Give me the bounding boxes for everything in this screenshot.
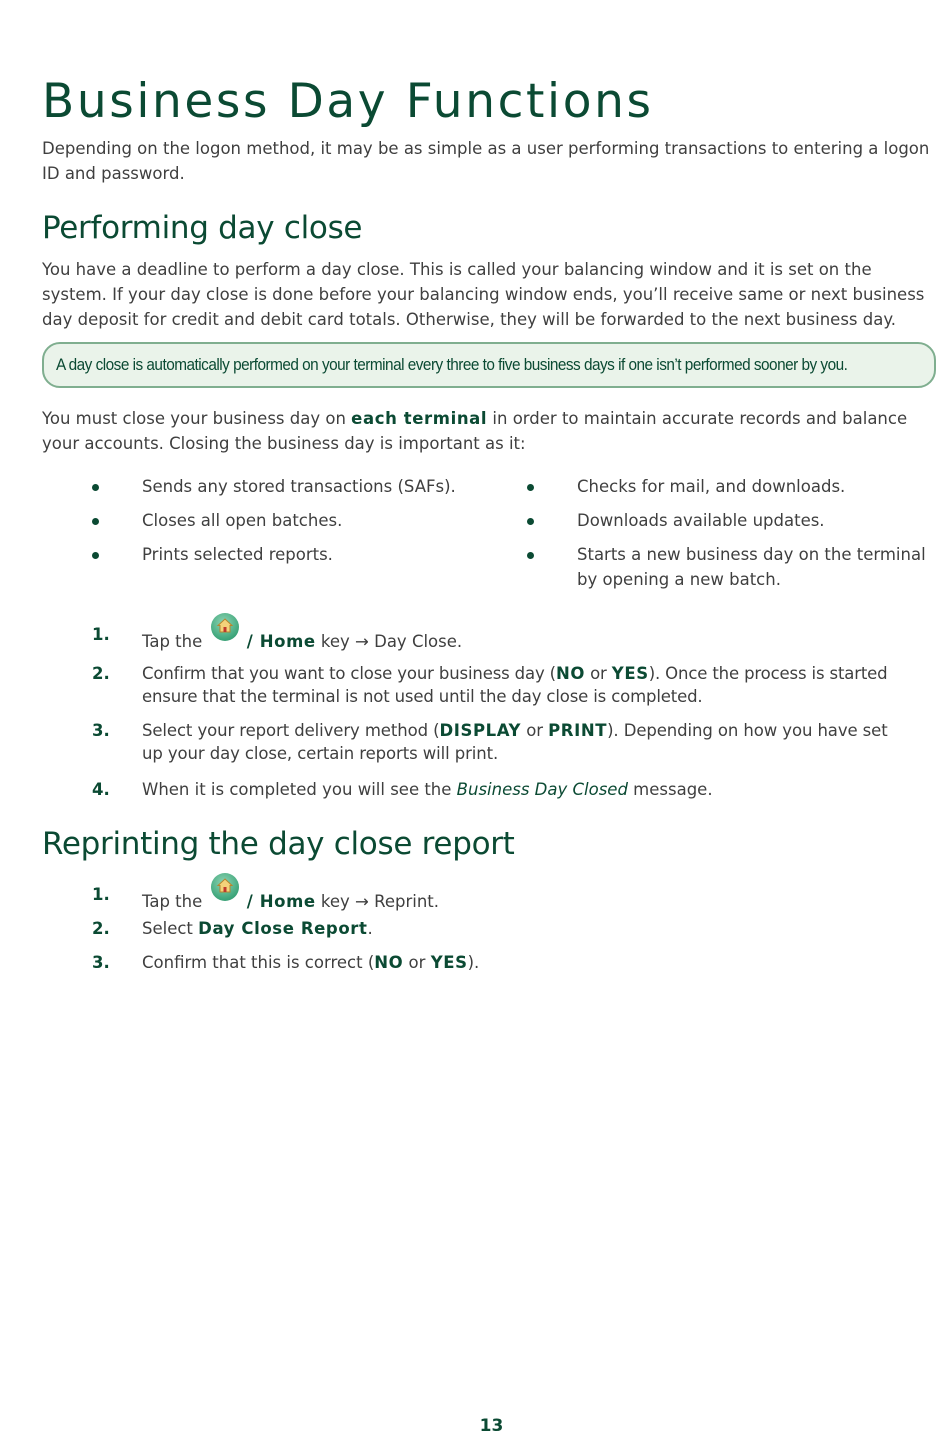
step-text: [142, 917, 373, 940]
home-key-label: / Home: [246, 632, 316, 651]
no-option: NO: [374, 953, 404, 972]
step-text-pre: Select: [142, 919, 199, 938]
must-close-text-2: in order to maintain accurate records and balance your accounts. Closing the business day is important as it:: [42, 409, 908, 453]
bullet-text: Sends any stored transactions (SAFs).: [142, 477, 456, 496]
step-text-post: ).: [467, 953, 480, 972]
or-text: or: [585, 664, 612, 683]
auto-day-close-callout: [42, 342, 936, 388]
step-text-post: key → Reprint.: [315, 892, 440, 911]
no-option: NO: [555, 664, 586, 683]
step-text: [142, 778, 713, 801]
step-text-post: message.: [627, 780, 713, 799]
step-text: [142, 883, 439, 913]
day-close-step-3: [92, 719, 912, 765]
day-close-step-1: [92, 623, 912, 651]
step-number: 2.: [92, 919, 110, 938]
bullet-dot: [527, 484, 534, 491]
bullet-dot: [527, 518, 534, 525]
business-day-closed-message: Business Day Closed: [456, 780, 628, 799]
must-close-text-1: You must close your business day on: [42, 409, 352, 428]
page-number: 13: [479, 1416, 504, 1436]
day-close-step-4: [92, 778, 912, 803]
step-text-post: ). Once the process is started ensure that the terminal is not used until the day close is completed.: [142, 664, 888, 706]
step-text: [142, 662, 912, 708]
day-close-heading: Performing day close: [42, 210, 363, 246]
bullet-item: [527, 542, 937, 592]
step-text-pre: Confirm that this is correct (: [142, 953, 375, 972]
step-text-pre: Confirm that you want to close your business day (: [142, 664, 556, 683]
bullet-dot: [92, 484, 99, 491]
callout-text: A day close is automatically performed on your terminal every three to five business days if one isn’t performed sooner by you.: [56, 355, 848, 374]
bullet-item: [527, 508, 937, 533]
day-close-paragraph: You have a deadline to perform a day close. This is called your balancing window and it is set on the system. If your day close is done before your balancing window ends, you’ll receive same or next business day deposit for credit and debit card totals. Otherwise, they will be forwarded to the next business day.: [42, 260, 925, 329]
bullet-dot: [92, 518, 99, 525]
bullet-text: Prints selected reports.: [142, 545, 333, 564]
step-number: 3.: [92, 953, 110, 972]
must-close-paragraph: [42, 406, 922, 456]
step-number: 4.: [92, 780, 110, 799]
each-terminal-emphasis: each terminal: [351, 409, 488, 428]
bullet-item: [92, 474, 482, 499]
display-option: DISPLAY: [439, 721, 522, 740]
bullet-item: [527, 474, 937, 499]
step-number: 2.: [92, 664, 110, 683]
yes-option: YES: [430, 953, 468, 972]
day-close-step-2: [92, 662, 912, 708]
reprint-step-2: [92, 917, 912, 942]
bullet-text: Checks for mail, and downloads.: [577, 477, 846, 496]
or-text: or: [403, 953, 431, 972]
step-text-post: .: [367, 919, 373, 938]
yes-option: YES: [611, 664, 649, 683]
step-text-pre: Tap the: [142, 632, 203, 651]
bullet-text: Starts a new business day on the terminal by opening a new batch.: [577, 545, 926, 589]
reprint-heading: Reprinting the day close report: [42, 826, 515, 862]
bullet-item: [92, 508, 482, 533]
step-number: 3.: [92, 721, 110, 740]
step-text: [142, 623, 462, 653]
bullet-item: [92, 542, 482, 567]
print-option: PRINT: [548, 721, 608, 740]
day-close-report-option: Day Close Report: [198, 919, 368, 938]
bullet-text: Closes all open batches.: [142, 511, 343, 530]
home-key-label: / Home: [246, 892, 316, 911]
step-text-post: ). Depending on how you have set up your day close, certain reports will print.: [142, 721, 888, 763]
step-text: [142, 951, 479, 974]
page-title: Business Day Functions: [42, 74, 654, 129]
step-text-pre: When it is completed you will see the: [142, 780, 457, 799]
step-text-pre: Select your report delivery method (: [142, 721, 440, 740]
step-text-post: key → Day Close.: [315, 632, 463, 651]
or-text: or: [521, 721, 549, 740]
home-icon: [211, 613, 239, 641]
bullet-dot: [527, 552, 534, 559]
reprint-step-3: [92, 951, 912, 976]
step-text-pre: Tap the: [142, 892, 203, 911]
step-number: 1.: [92, 625, 110, 644]
bullet-text: Downloads available updates.: [577, 511, 825, 530]
home-icon: [211, 873, 239, 901]
step-number: 1.: [92, 885, 110, 904]
step-text: [142, 719, 912, 765]
bullet-dot: [92, 552, 99, 559]
intro-paragraph: Depending on the logon method, it may be as simple as a user performing transactions to entering a logon ID and password.: [42, 139, 930, 183]
reprint-step-1: [92, 883, 912, 911]
